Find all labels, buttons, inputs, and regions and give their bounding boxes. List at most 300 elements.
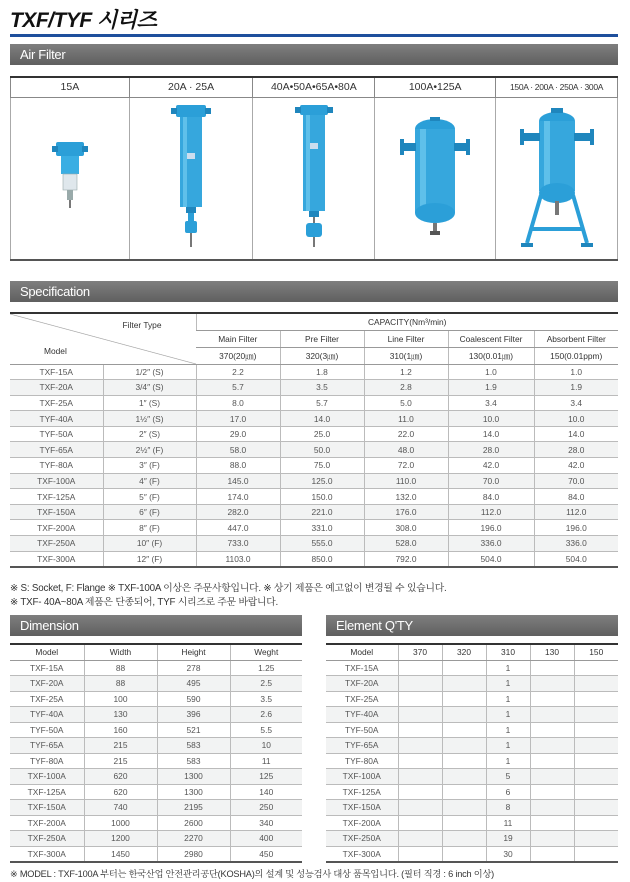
empty-cell bbox=[398, 660, 442, 676]
product-image-cell bbox=[375, 97, 496, 260]
empty-cell bbox=[574, 784, 618, 800]
empty-cell bbox=[442, 784, 486, 800]
empty-cell bbox=[530, 738, 574, 754]
element-qty-cell: 1 bbox=[486, 753, 530, 769]
dimension-cell: 495 bbox=[157, 676, 230, 692]
capacity-cell: 1.2 bbox=[364, 364, 448, 380]
capacity-cell: 1.8 bbox=[280, 364, 364, 380]
table-row bbox=[326, 707, 618, 723]
table-row bbox=[10, 458, 618, 474]
capacity-cell: 1.9 bbox=[448, 380, 534, 396]
model-cell: TXF-20A bbox=[10, 380, 103, 396]
filter-type-label: Filter Type bbox=[122, 320, 162, 330]
table-row bbox=[10, 753, 302, 769]
connection-cell: 1″ (S) bbox=[103, 395, 196, 411]
product-label: 100A•125A bbox=[375, 77, 496, 97]
element-qty-cell: 30 bbox=[486, 846, 530, 862]
capacity-cell: 42.0 bbox=[534, 458, 618, 474]
dimension-cell: 620 bbox=[84, 784, 157, 800]
model-cell: TXF-200A bbox=[10, 520, 103, 536]
model-cell: TXF-200A bbox=[326, 815, 398, 831]
capacity-cell: 196.0 bbox=[448, 520, 534, 536]
capacity-cell: 10.0 bbox=[534, 411, 618, 427]
capacity-cell: 42.0 bbox=[448, 458, 534, 474]
capacity-cell: 48.0 bbox=[364, 442, 448, 458]
dimension-cell: 590 bbox=[157, 691, 230, 707]
model-cell: TXF-300A bbox=[10, 551, 103, 567]
dimension-cell: 125 bbox=[230, 769, 302, 785]
spec-col-sub: 370(20㎛) bbox=[196, 347, 280, 364]
flanged-vessel-icon bbox=[400, 113, 470, 243]
note-line-1: ※ S: Socket, F: Flange ※ TXF-100A 이상은 주문사항입니다. ※ 상기 제품은 예고없이 변경될 수 있습니다. bbox=[10, 583, 447, 594]
empty-cell bbox=[442, 800, 486, 816]
empty-cell bbox=[398, 722, 442, 738]
capacity-cell: 132.0 bbox=[364, 489, 448, 505]
empty-cell bbox=[442, 753, 486, 769]
product-image-cell bbox=[11, 97, 130, 260]
capacity-cell: 5.7 bbox=[280, 395, 364, 411]
empty-cell bbox=[530, 753, 574, 769]
dimension-cell: 1450 bbox=[84, 846, 157, 862]
capacity-cell: 1103.0 bbox=[196, 551, 280, 567]
model-cell: TXF-200A bbox=[10, 815, 84, 831]
capacity-cell: 308.0 bbox=[364, 520, 448, 536]
table-row bbox=[10, 380, 618, 396]
model-cell: TXF-20A bbox=[326, 676, 398, 692]
capacity-cell: 447.0 bbox=[196, 520, 280, 536]
dimension-cell: 11 bbox=[230, 753, 302, 769]
note-line-2: ※ TXF- 40A~80A 제품은 단종되어, TYF 시리즈로 주문 바랍니다. bbox=[10, 597, 279, 608]
product-image-cell bbox=[129, 97, 253, 260]
elm-header: Model bbox=[326, 644, 398, 660]
model-cell: TXF-300A bbox=[326, 846, 398, 862]
empty-cell bbox=[442, 846, 486, 862]
capacity-cell: 174.0 bbox=[196, 489, 280, 505]
model-cell: TXF-100A bbox=[10, 769, 84, 785]
dimension-cell: 3.5 bbox=[230, 691, 302, 707]
dimension-cell: 521 bbox=[157, 722, 230, 738]
capacity-cell: 196.0 bbox=[534, 520, 618, 536]
table-row bbox=[10, 364, 618, 380]
spec-header-diagonal bbox=[10, 313, 196, 364]
model-cell: TYF-50A bbox=[10, 722, 84, 738]
capacity-cell: 10.0 bbox=[448, 411, 534, 427]
capacity-cell: 84.0 bbox=[534, 489, 618, 505]
model-cell: TXF-20A bbox=[10, 676, 84, 692]
element-qty-cell: 19 bbox=[486, 831, 530, 847]
capacity-cell: 2.8 bbox=[364, 380, 448, 396]
empty-cell bbox=[398, 800, 442, 816]
dimension-cell: 88 bbox=[84, 676, 157, 692]
capacity-cell: 336.0 bbox=[534, 536, 618, 552]
dimension-cell: 2195 bbox=[157, 800, 230, 816]
model-cell: TYF-65A bbox=[10, 738, 84, 754]
dimension-cell: 2.6 bbox=[230, 707, 302, 723]
capacity-cell: 70.0 bbox=[534, 473, 618, 489]
capacity-cell: 72.0 bbox=[364, 458, 448, 474]
capacity-cell: 850.0 bbox=[280, 551, 364, 567]
connection-cell: 10″ (F) bbox=[103, 536, 196, 552]
element-qty-cell: 1 bbox=[486, 676, 530, 692]
empty-cell bbox=[530, 691, 574, 707]
model-cell: TXF-15A bbox=[10, 364, 103, 380]
dimension-cell: 2.5 bbox=[230, 676, 302, 692]
empty-cell bbox=[574, 676, 618, 692]
dimension-cell: 396 bbox=[157, 707, 230, 723]
table-row bbox=[326, 738, 618, 754]
spec-col-name: Pre Filter bbox=[280, 330, 364, 347]
table-row bbox=[10, 504, 618, 520]
dimension-cell: 400 bbox=[230, 831, 302, 847]
empty-cell bbox=[398, 815, 442, 831]
connection-cell: 1/2″ (S) bbox=[103, 364, 196, 380]
empty-cell bbox=[574, 753, 618, 769]
capacity-cell: 88.0 bbox=[196, 458, 280, 474]
model-cell: TYF-80A bbox=[10, 458, 103, 474]
capacity-cell: 331.0 bbox=[280, 520, 364, 536]
capacity-cell: 11.0 bbox=[364, 411, 448, 427]
empty-cell bbox=[398, 831, 442, 847]
table-row bbox=[10, 769, 302, 785]
empty-cell bbox=[398, 707, 442, 723]
model-cell: TXF-125A bbox=[10, 784, 84, 800]
empty-cell bbox=[398, 769, 442, 785]
empty-cell bbox=[574, 846, 618, 862]
empty-cell bbox=[442, 707, 486, 723]
capacity-cell: 504.0 bbox=[448, 551, 534, 567]
connection-cell: 1½″ (S) bbox=[103, 411, 196, 427]
empty-cell bbox=[398, 676, 442, 692]
capacity-cell: 14.0 bbox=[280, 411, 364, 427]
empty-cell bbox=[574, 660, 618, 676]
model-cell: TXF-15A bbox=[326, 660, 398, 676]
dim-header: Width bbox=[84, 644, 157, 660]
capacity-cell: 792.0 bbox=[364, 551, 448, 567]
dimension-cell: 130 bbox=[84, 707, 157, 723]
model-cell: TXF-150A bbox=[10, 504, 103, 520]
table-row bbox=[10, 676, 302, 692]
spec-col-sub: 150(0.01ppm) bbox=[534, 347, 618, 364]
connection-cell: 6″ (F) bbox=[103, 504, 196, 520]
connection-cell: 2½″ (F) bbox=[103, 442, 196, 458]
model-cell: TXF-150A bbox=[10, 800, 84, 816]
model-cell: TYF-80A bbox=[326, 753, 398, 769]
empty-cell bbox=[530, 784, 574, 800]
spec-col-sub: 130(0.01㎛) bbox=[448, 347, 534, 364]
capacity-cell: 28.0 bbox=[534, 442, 618, 458]
connection-cell: 5″ (F) bbox=[103, 489, 196, 505]
capacity-cell: 58.0 bbox=[196, 442, 280, 458]
dimension-cell: 620 bbox=[84, 769, 157, 785]
connection-cell: 2″ (S) bbox=[103, 426, 196, 442]
capacity-cell: 28.0 bbox=[448, 442, 534, 458]
model-cell: TYF-50A bbox=[10, 426, 103, 442]
model-cell: TXF-250A bbox=[10, 536, 103, 552]
capacity-cell: 14.0 bbox=[448, 426, 534, 442]
capacity-cell: 75.0 bbox=[280, 458, 364, 474]
dimension-cell: 2600 bbox=[157, 815, 230, 831]
table-row bbox=[10, 691, 302, 707]
model-cell: TXF-25A bbox=[10, 691, 84, 707]
dimension-cell: 215 bbox=[84, 738, 157, 754]
table-row bbox=[10, 800, 302, 816]
product-label: 150A · 200A · 250A · 300A bbox=[496, 77, 618, 97]
dimension-cell: 10 bbox=[230, 738, 302, 754]
capacity-cell: 8.0 bbox=[196, 395, 280, 411]
dimension-cell: 1000 bbox=[84, 815, 157, 831]
empty-cell bbox=[442, 738, 486, 754]
capacity-cell: 112.0 bbox=[534, 504, 618, 520]
spec-col-name: Coalescent Filter bbox=[448, 330, 534, 347]
spec-col-name: Absorbent Filter bbox=[534, 330, 618, 347]
empty-cell bbox=[574, 831, 618, 847]
capacity-cell: 150.0 bbox=[280, 489, 364, 505]
dim-header: Height bbox=[157, 644, 230, 660]
spec-col-name: Main Filter bbox=[196, 330, 280, 347]
capacity-cell: 3.4 bbox=[534, 395, 618, 411]
capacity-cell: 5.7 bbox=[196, 380, 280, 396]
capacity-header: CAPACITY(Nm³/min) bbox=[196, 313, 618, 330]
empty-cell bbox=[398, 846, 442, 862]
dimension-table bbox=[10, 643, 302, 863]
dim-header: Weght bbox=[230, 644, 302, 660]
capacity-cell: 50.0 bbox=[280, 442, 364, 458]
dimension-cell: 250 bbox=[230, 800, 302, 816]
title-rule bbox=[10, 34, 618, 37]
empty-cell bbox=[530, 722, 574, 738]
model-cell: TXF-15A bbox=[10, 660, 84, 676]
capacity-cell: 733.0 bbox=[196, 536, 280, 552]
capacity-cell: 70.0 bbox=[448, 473, 534, 489]
empty-cell bbox=[530, 707, 574, 723]
capacity-cell: 282.0 bbox=[196, 504, 280, 520]
table-row bbox=[10, 442, 618, 458]
capacity-cell: 110.0 bbox=[364, 473, 448, 489]
element-qty-cell: 1 bbox=[486, 707, 530, 723]
capacity-cell: 176.0 bbox=[364, 504, 448, 520]
table-row bbox=[326, 846, 618, 862]
connection-cell: 4″ (F) bbox=[103, 473, 196, 489]
model-cell: TXF-125A bbox=[326, 784, 398, 800]
dimension-cell: 100 bbox=[84, 691, 157, 707]
table-row bbox=[10, 738, 302, 754]
dimension-cell: 450 bbox=[230, 846, 302, 862]
dim-header: Model bbox=[10, 644, 84, 660]
section-bar-dimension: Dimension bbox=[10, 615, 302, 636]
dimension-cell: 278 bbox=[157, 660, 230, 676]
element-qty-cell: 6 bbox=[486, 784, 530, 800]
model-cell: TYF-40A bbox=[10, 411, 103, 427]
model-cell: TYF-40A bbox=[326, 707, 398, 723]
table-row bbox=[10, 489, 618, 505]
model-cell: TYF-50A bbox=[326, 722, 398, 738]
element-table bbox=[326, 643, 618, 863]
element-qty-cell: 8 bbox=[486, 800, 530, 816]
empty-cell bbox=[398, 691, 442, 707]
empty-cell bbox=[530, 660, 574, 676]
table-row bbox=[10, 707, 302, 723]
model-cell: TXF-25A bbox=[326, 691, 398, 707]
connection-cell: 3/4″ (S) bbox=[103, 380, 196, 396]
section-bar-element: Element Q'TY bbox=[326, 615, 618, 636]
table-row bbox=[10, 660, 302, 676]
capacity-cell: 112.0 bbox=[448, 504, 534, 520]
table-row bbox=[326, 800, 618, 816]
empty-cell bbox=[442, 769, 486, 785]
empty-cell bbox=[530, 769, 574, 785]
empty-cell bbox=[398, 753, 442, 769]
empty-cell bbox=[574, 738, 618, 754]
footer-note: ※ MODEL : TXF-100A 부터는 한국산업 안전관리공단(KOSHA)의 설계 및 성능검사 대상 품목입니다. (필터 직경 : 6 inch 이상) bbox=[10, 869, 494, 879]
table-row bbox=[326, 815, 618, 831]
empty-cell bbox=[442, 676, 486, 692]
table-row bbox=[10, 536, 618, 552]
section-bar-specification: Specification bbox=[10, 281, 618, 302]
model-cell: TXF-100A bbox=[326, 769, 398, 785]
capacity-cell: 5.0 bbox=[364, 395, 448, 411]
elm-header: 370 bbox=[398, 644, 442, 660]
empty-cell bbox=[574, 800, 618, 816]
empty-cell bbox=[398, 784, 442, 800]
table-row bbox=[10, 846, 302, 862]
empty-cell bbox=[442, 722, 486, 738]
dimension-cell: 215 bbox=[84, 753, 157, 769]
element-qty-cell: 5 bbox=[486, 769, 530, 785]
capacity-cell: 17.0 bbox=[196, 411, 280, 427]
capacity-cell: 3.5 bbox=[280, 380, 364, 396]
dimension-cell: 1.25 bbox=[230, 660, 302, 676]
table-row bbox=[326, 722, 618, 738]
empty-cell bbox=[442, 831, 486, 847]
capacity-cell: 1.9 bbox=[534, 380, 618, 396]
capacity-cell: 145.0 bbox=[196, 473, 280, 489]
dimension-cell: 583 bbox=[157, 738, 230, 754]
dimension-cell: 1200 bbox=[84, 831, 157, 847]
connection-cell: 12″ (F) bbox=[103, 551, 196, 567]
empty-cell bbox=[574, 691, 618, 707]
model-cell: TXF-300A bbox=[10, 846, 84, 862]
element-qty-cell: 11 bbox=[486, 815, 530, 831]
empty-cell bbox=[530, 831, 574, 847]
capacity-cell: 125.0 bbox=[280, 473, 364, 489]
table-row bbox=[10, 722, 302, 738]
dimension-cell: 583 bbox=[157, 753, 230, 769]
capacity-cell: 555.0 bbox=[280, 536, 364, 552]
elm-header: 320 bbox=[442, 644, 486, 660]
empty-cell bbox=[530, 676, 574, 692]
capacity-cell: 504.0 bbox=[534, 551, 618, 567]
dimension-cell: 2270 bbox=[157, 831, 230, 847]
table-row bbox=[10, 395, 618, 411]
dimension-cell: 2980 bbox=[157, 846, 230, 862]
dimension-cell: 740 bbox=[84, 800, 157, 816]
capacity-cell: 528.0 bbox=[364, 536, 448, 552]
product-table bbox=[10, 76, 618, 261]
empty-cell bbox=[442, 815, 486, 831]
model-cell: TYF-65A bbox=[326, 738, 398, 754]
table-row bbox=[326, 769, 618, 785]
model-cell: TYF-65A bbox=[10, 442, 103, 458]
table-row bbox=[10, 473, 618, 489]
table-row bbox=[326, 691, 618, 707]
elm-header: 310 bbox=[486, 644, 530, 660]
capacity-cell: 84.0 bbox=[448, 489, 534, 505]
dimension-cell: 1300 bbox=[157, 784, 230, 800]
model-cell: TXF-100A bbox=[10, 473, 103, 489]
table-row bbox=[10, 426, 618, 442]
model-label: Model bbox=[44, 345, 67, 356]
connection-cell: 8″ (F) bbox=[103, 520, 196, 536]
small-filter-icon bbox=[50, 138, 90, 218]
table-row bbox=[326, 753, 618, 769]
element-qty-cell: 1 bbox=[486, 660, 530, 676]
connection-cell: 3″ (F) bbox=[103, 458, 196, 474]
model-cell: TXF-25A bbox=[10, 395, 103, 411]
product-image-cell bbox=[253, 97, 375, 260]
element-qty-cell: 1 bbox=[486, 722, 530, 738]
product-label: 15A bbox=[11, 77, 130, 97]
table-row bbox=[326, 660, 618, 676]
model-cell: TXF-125A bbox=[10, 489, 103, 505]
page-title: TXF/TYF 시리즈 bbox=[10, 9, 157, 32]
capacity-cell: 1.0 bbox=[534, 364, 618, 380]
element-qty-cell: 1 bbox=[486, 738, 530, 754]
table-row bbox=[10, 411, 618, 427]
spec-table bbox=[10, 312, 618, 568]
stand-vessel-icon bbox=[517, 103, 597, 253]
empty-cell bbox=[574, 707, 618, 723]
capacity-cell: 1.0 bbox=[448, 364, 534, 380]
dimension-cell: 160 bbox=[84, 722, 157, 738]
empty-cell bbox=[574, 769, 618, 785]
column-filter-icon bbox=[294, 103, 334, 253]
capacity-cell: 3.4 bbox=[448, 395, 534, 411]
dimension-cell: 1300 bbox=[157, 769, 230, 785]
empty-cell bbox=[530, 846, 574, 862]
elm-header: 130 bbox=[530, 644, 574, 660]
spec-col-sub: 310(1㎛) bbox=[364, 347, 448, 364]
model-cell: TYF-40A bbox=[10, 707, 84, 723]
table-row bbox=[326, 831, 618, 847]
table-row bbox=[10, 551, 618, 567]
dimension-cell: 140 bbox=[230, 784, 302, 800]
capacity-cell: 29.0 bbox=[196, 426, 280, 442]
empty-cell bbox=[530, 815, 574, 831]
table-row bbox=[326, 784, 618, 800]
model-cell: TXF-250A bbox=[326, 831, 398, 847]
product-label: 40A•50A•65A•80A bbox=[253, 77, 375, 97]
table-row bbox=[10, 784, 302, 800]
capacity-cell: 221.0 bbox=[280, 504, 364, 520]
capacity-cell: 14.0 bbox=[534, 426, 618, 442]
empty-cell bbox=[530, 800, 574, 816]
capacity-cell: 2.2 bbox=[196, 364, 280, 380]
product-image-cell bbox=[496, 97, 618, 260]
model-cell: TXF-250A bbox=[10, 831, 84, 847]
table-row bbox=[10, 520, 618, 536]
empty-cell bbox=[574, 722, 618, 738]
empty-cell bbox=[398, 738, 442, 754]
capacity-cell: 22.0 bbox=[364, 426, 448, 442]
section-bar-air-filter: Air Filter bbox=[10, 44, 618, 65]
capacity-cell: 25.0 bbox=[280, 426, 364, 442]
empty-cell bbox=[442, 691, 486, 707]
product-label: 20A · 25A bbox=[129, 77, 253, 97]
table-row bbox=[326, 676, 618, 692]
tall-filter-icon bbox=[171, 103, 211, 253]
empty-cell bbox=[574, 815, 618, 831]
empty-cell bbox=[442, 660, 486, 676]
